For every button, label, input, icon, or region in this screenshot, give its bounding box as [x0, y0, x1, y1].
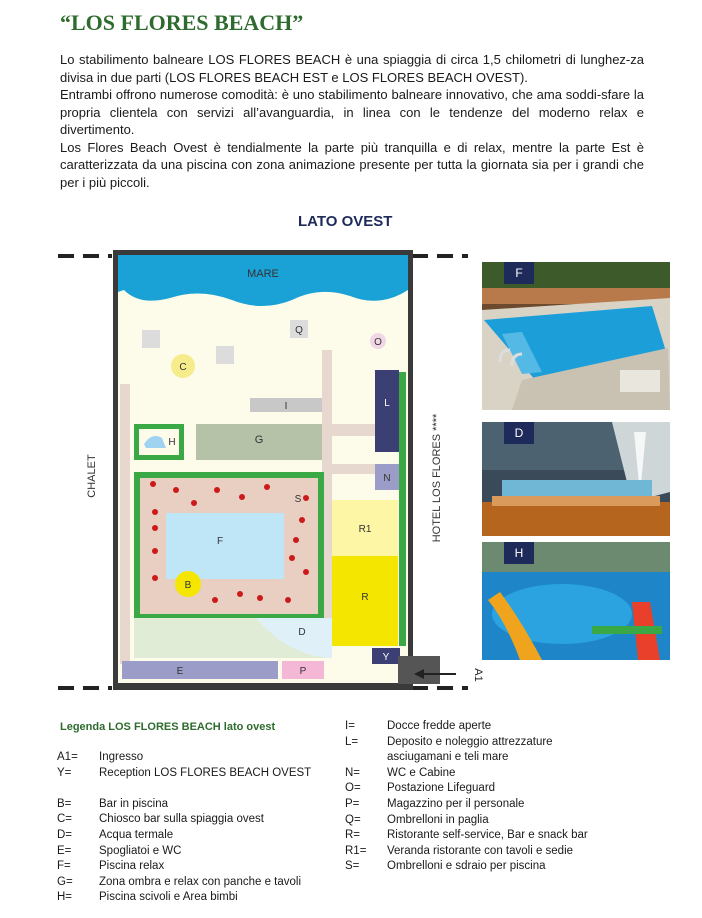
legend-row	[57, 812, 311, 828]
legend-key: B=	[57, 797, 72, 810]
photo-slides-h	[482, 542, 670, 660]
legend-value: Bar in piscina	[99, 797, 169, 810]
pool-f	[166, 513, 284, 579]
page-title: “LOS FLORES BEACH”	[60, 10, 304, 35]
entrance-block	[398, 656, 440, 684]
legend-value: Veranda ristorante con tavoli e sedie	[387, 844, 574, 857]
zone-r1-label: R1	[358, 524, 372, 535]
photo-pool-f	[482, 262, 670, 410]
zone-f-label: F	[216, 536, 224, 547]
entrance-label: A1	[472, 668, 484, 682]
walkway	[330, 464, 378, 474]
legend-title: Legenda LOS FLORES BEACH lato ovest	[60, 721, 276, 733]
zone-o-label: O	[374, 337, 382, 348]
legend-value: Magazzino per il personale	[387, 797, 525, 810]
legend-key	[345, 750, 387, 766]
umbrella-square	[216, 346, 234, 364]
legend-row	[57, 797, 311, 813]
legend-key: E=	[57, 844, 72, 857]
hedge	[399, 372, 406, 646]
legend-row	[57, 875, 311, 891]
legend-key: I=	[345, 720, 355, 732]
zone-n-label: N	[383, 473, 391, 484]
zone-g-label: G	[254, 434, 264, 446]
legend-row	[345, 797, 588, 813]
beach-map	[0, 240, 484, 700]
intro-paragraph: Los Flores Beach Ovest è tendialmente la parte più tranquilla e di relax, mentre la parte Est è caratterizzata da una piscina con zona animazione presente per tutta la giornata sia per i grandi che per i più piccoli.	[60, 139, 644, 190]
zone-s-label: S	[294, 494, 302, 505]
zone-d-label: D	[298, 627, 306, 638]
pool-f-image	[482, 262, 670, 410]
legend-value: asciugamani e teli mare	[387, 751, 509, 764]
legend-row	[57, 750, 311, 766]
photo-label: D	[504, 422, 534, 444]
legend-row	[345, 844, 588, 860]
legend-key: R=	[345, 829, 361, 842]
legend-value: Docce fredde aperte	[387, 720, 492, 732]
legend-key: R1=	[345, 844, 367, 857]
legend-value: Piscina scivoli e Area bimbi	[99, 891, 238, 904]
zone-p-label: P	[299, 666, 307, 677]
zone-e	[122, 661, 278, 679]
legend-value: Piscina relax	[99, 860, 165, 873]
legend-key: H=	[57, 891, 73, 904]
zone-r-label: R	[361, 592, 369, 603]
legend-key: Q=	[345, 813, 361, 826]
zone-e-label: E	[176, 666, 184, 677]
zone-c-label: C	[179, 362, 187, 373]
chalet-label: CHALET	[86, 454, 98, 498]
sea	[118, 255, 408, 306]
legend-row	[345, 813, 588, 829]
legend-value: Postazione Lifeguard	[387, 782, 496, 795]
legend-right	[345, 719, 588, 875]
legend-row	[57, 766, 311, 782]
zone-l	[375, 370, 399, 452]
legend-row	[345, 766, 588, 782]
intro-paragraph: Entrambi offrono numerose comodità: è uno stabilimento balneare innovativo, che ama soddi-sfare la propria clientela con servizi all’avanguardia, in linea con le tendenze del moderno relax e divertimento.	[60, 87, 644, 137]
legend-row	[57, 859, 311, 875]
legend-key: G=	[57, 875, 73, 888]
walkway	[330, 424, 378, 436]
hotel-label: HOTEL LOS FLORES ****	[431, 413, 443, 543]
legend-key: L=	[345, 735, 359, 748]
legend-value: Spogliatoi e WC	[99, 844, 182, 857]
legend-row	[57, 828, 311, 844]
photo-thermal-d	[482, 422, 670, 536]
intro-paragraph: Lo stabilimento balneare LOS FLORES BEACH è una spiaggia di circa 1,5 chilometri di lunghez-za divisa in due parti (LOS FLORES BEACH EST e LOS FLORES BEACH OVEST).	[60, 52, 644, 85]
legend-left	[57, 750, 311, 906]
legend-value: Ombrelloni in paglia	[387, 813, 489, 826]
legend-key: Y=	[57, 766, 72, 779]
legend-value: Reception LOS FLORES BEACH OVEST	[99, 766, 312, 779]
walkway	[120, 384, 130, 664]
zone-y-label: Y	[382, 652, 390, 663]
legend-value: Zona ombra e relax con panche e tavoli	[99, 875, 302, 888]
legend-value: Acqua termale	[99, 828, 174, 841]
zone-i-label: I	[284, 401, 288, 412]
legend-row	[57, 844, 311, 860]
legend-value: Ombrelloni e sdraio per piscina	[387, 860, 546, 873]
legend-gap	[57, 781, 311, 797]
zone-l-label: L	[384, 398, 390, 409]
section-title: LATO OVEST	[298, 213, 393, 230]
photo-label: F	[504, 262, 534, 284]
legend-key: P=	[345, 797, 360, 810]
legend-row	[345, 750, 588, 766]
photo-label: H	[504, 542, 534, 564]
zone-q-label: Q	[295, 325, 303, 336]
legend-value: Deposito e noleggio attrezzature	[387, 735, 553, 748]
legend-row	[345, 719, 588, 735]
legend-value: Ristorante self-service, Bar e snack bar	[387, 829, 588, 842]
zone-b-label: B	[184, 580, 192, 591]
legend-key: F=	[57, 860, 71, 873]
zone-h-label: H	[168, 437, 176, 448]
legend-row	[345, 735, 588, 751]
legend-row	[57, 890, 311, 906]
legend-value: Chiosco bar sulla spiaggia ovest	[99, 813, 264, 826]
legend-key: N=	[345, 766, 361, 779]
mare-label: MARE	[247, 268, 279, 280]
legend-key: A1=	[57, 751, 78, 763]
legend-key: D=	[57, 828, 73, 841]
legend-row	[345, 859, 588, 875]
intro-text	[60, 51, 644, 191]
legend-row	[345, 828, 588, 844]
legend-key: S=	[345, 860, 360, 873]
umbrella-square	[142, 330, 160, 348]
legend-row	[345, 781, 588, 797]
legend-value: Ingresso	[99, 751, 144, 763]
legend-key: O=	[345, 782, 361, 795]
legend-value: WC e Cabine	[387, 766, 456, 779]
legend-key: C=	[57, 813, 73, 826]
